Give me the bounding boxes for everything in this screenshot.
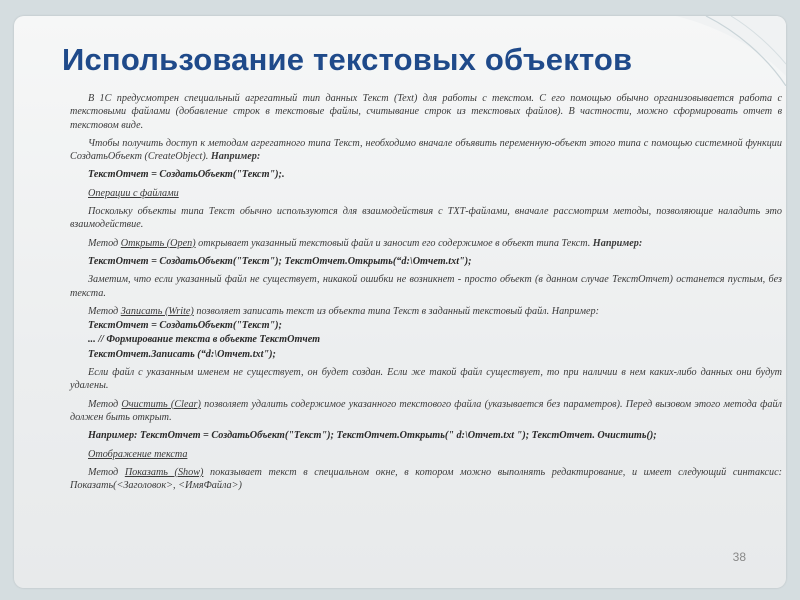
paragraph-text: Метод bbox=[88, 237, 121, 249]
section-heading-text: Отображение текста bbox=[88, 448, 188, 460]
paragraph-text: Метод bbox=[88, 305, 121, 317]
code-line: ТекстОтчет = СоздатьОбъект("Текст"); bbox=[88, 320, 282, 332]
method-link-open[interactable]: Открыть (Open) bbox=[120, 237, 196, 249]
paragraph-text: позволяет записать текст из объекта типа Текст в заданный текстовый файл. Например: bbox=[193, 305, 599, 317]
paragraph-text: Метод bbox=[88, 398, 122, 410]
code-line: ТекстОтчет = СоздатьОбъект("Текст"); ТекстОтчет.Открыть(“d:\Отчет.txt"); bbox=[88, 255, 472, 267]
code-line: ТекстОтчет = СоздатьОбъект("Текст");. bbox=[88, 169, 285, 181]
paragraph-text: Метод bbox=[88, 466, 125, 478]
example-label: Например: bbox=[210, 151, 261, 163]
code-line: ... // Формирование текста в объекте ТекстОтчет bbox=[88, 334, 321, 346]
slide-title: Использование текстовых объектов bbox=[62, 42, 633, 77]
page-number: 38 bbox=[732, 550, 746, 564]
decorative-corner-shape bbox=[676, 16, 786, 86]
paragraph bbox=[70, 305, 782, 318]
method-link-clear[interactable]: Очистить (Clear) bbox=[121, 398, 201, 410]
section-heading bbox=[70, 448, 782, 461]
paragraph: Если файл с указанным именем не существует, он будет создан. Если же такой файл существует, то при наличии в нем каких-либо данных они будут удалены. bbox=[70, 367, 782, 392]
paragraph bbox=[70, 466, 782, 493]
code-line: ТекстОтчет.Записать (“d:\Отчет.txt"); bbox=[88, 348, 276, 360]
paragraph: В 1С предусмотрен специальный агрегатный тип данных Текст (Text) для работы с текстом. С его помощью обычно организовывается работа с текстовыми файлами (добавление строк в текстовые файлы, считывание строк из текстовых файлов). В частности, можно сформировать отчет в текстовом виде. bbox=[70, 93, 782, 131]
paragraph-text: показывает текст в специальном окне, в котором можно выполнять редактирование, и имеет следующий синтаксис: Показать(<Заголовок>, <ИмяФайла>) bbox=[70, 466, 782, 492]
paragraph bbox=[70, 398, 782, 425]
method-link-write[interactable]: Записать (Write) bbox=[120, 305, 194, 317]
method-link-show[interactable]: Показать (Show) bbox=[124, 466, 204, 478]
slide bbox=[14, 16, 786, 588]
paragraph-text: открывает указанный текстовый файл и заносит его содержимое в объект типа Текст. bbox=[195, 237, 593, 249]
code-line: Например: ТекстОтчет = СоздатьОбъект("Текст"); ТекстОтчет.Открыть(" d:\Отчет.txt "); ТекстОтчет. Очистить(); bbox=[88, 430, 657, 442]
example-label: Например: bbox=[592, 237, 643, 249]
paragraph-text: Чтобы получить доступ к методам агрегатного типа Текст, необходимо вначале объявить переменную-объект этого типа с помощью системной функции СоздатьОбъект (CreateObject). bbox=[70, 137, 782, 163]
paragraph bbox=[70, 237, 782, 250]
paragraph-text: позволяет удалить содержимое указанного текстового файла (указывается без параметров). Перед вызовом этого метода файл должен быть открыт. bbox=[70, 398, 782, 423]
paragraph: Заметим, что если указанный файл не существует, никакой ошибки не возникнет - просто объект (в данном случае ТекстОтчет) останется пустым, без текста. bbox=[70, 274, 782, 299]
paragraph bbox=[70, 137, 782, 164]
paragraph: Поскольку объекты типа Текст обычно используются для взаимодействия с ТХТ-файлами, вначале рассмотрим методы, позволяющие наладить это взаимодействие. bbox=[70, 206, 782, 231]
slide-body bbox=[70, 92, 782, 497]
section-heading-text: Операции с файлами bbox=[88, 187, 179, 199]
section-heading bbox=[70, 187, 782, 200]
